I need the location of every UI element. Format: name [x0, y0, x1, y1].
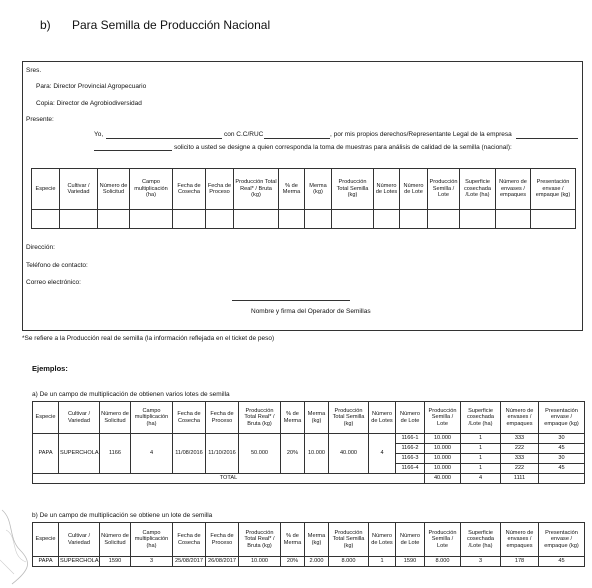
company-blank[interactable] — [516, 132, 578, 139]
column-header: Presentación envase / empaque (kg) — [531, 169, 576, 210]
table-header-row — [33, 402, 585, 434]
column-header: Fecha de Proceso — [206, 523, 239, 557]
column-header: Fecha de Cosecha — [173, 169, 206, 210]
cell-especie: PAPA — [33, 434, 59, 474]
cell-semilla: 10.000 — [425, 464, 461, 474]
table-cell: 8.000 — [425, 557, 461, 567]
cell-lote: 1166-2 — [396, 444, 425, 454]
request-form — [22, 61, 583, 331]
telefono-label: Teléfono de contacto: — [26, 262, 88, 269]
column-header: Cultivar / Variedad — [59, 523, 100, 557]
cell-total-envases: 1111 — [501, 474, 539, 484]
cell-sup: 1 — [461, 464, 501, 474]
column-header: Producción Total Real* / Bruta (kg) — [234, 169, 279, 210]
blank-cell[interactable] — [305, 210, 332, 229]
table-cell: 26/08/2017 — [206, 557, 239, 567]
cell-pres: 30 — [539, 454, 585, 464]
cell-pct-merma: 20% — [281, 434, 305, 474]
derechos-text: , por mis propios derechos/Representante Legal de la empresa — [330, 131, 512, 138]
table-row — [32, 210, 576, 229]
column-header: Producción Total Real* / Bruta (kg) — [239, 402, 281, 434]
cell-pres: 30 — [539, 434, 585, 444]
column-header: Especie — [33, 402, 59, 434]
cell-total-pres — [539, 474, 585, 484]
cell-cultivar: SUPERCHOLA — [59, 434, 100, 474]
column-header: Merma (kg) — [305, 402, 329, 434]
example-a-caption: a) De un campo de multiplicación de obtienen varios lotes de semilla — [32, 391, 230, 398]
column-header: Cultivar / Variedad — [60, 169, 98, 210]
column-header: Fecha de Cosecha — [173, 523, 206, 557]
blank-cell[interactable] — [234, 210, 279, 229]
cell-produccion: 50.000 — [239, 434, 281, 474]
blank-cell[interactable] — [400, 210, 428, 229]
column-header: Producción Semilla / Lote — [425, 402, 461, 434]
copia-line: Copia: Director de Agrobiodiversidad — [36, 100, 142, 107]
cell-envases: 333 — [501, 434, 539, 444]
column-header: % de Merma — [281, 523, 305, 557]
cell-semilla: 10.000 — [425, 454, 461, 464]
blank-cell[interactable] — [98, 210, 130, 229]
column-header: Campo multiplicación (ha) — [131, 402, 173, 434]
cell-total: 40.000 — [329, 434, 369, 474]
table-cell: 10.000 — [239, 557, 281, 567]
blank-cell[interactable] — [460, 210, 496, 229]
table-cell: 1590 — [100, 557, 131, 567]
cell-proceso: 11/10/2016 — [206, 434, 239, 474]
column-header: Número de Lote — [400, 169, 428, 210]
column-header: Producción Total Semilla (kg) — [332, 169, 374, 210]
column-header: Presentación envase / empaque (kg) — [539, 523, 585, 557]
table-cell: 3 — [461, 557, 501, 567]
column-header: Producción Semilla / Lote — [425, 523, 461, 557]
column-header: Número de envases / empaques — [496, 169, 531, 210]
footnote: *Se refiere a la Producción real de semilla (la información reflejada en el ticket de peso) — [22, 335, 275, 342]
column-header: Número de envases / empaques — [501, 523, 539, 557]
column-header: Número de Solicitud — [98, 169, 130, 210]
column-header: Campo multiplicación (ha) — [131, 523, 173, 557]
cell-semilla: 10.000 — [425, 444, 461, 454]
table-cell: 1 — [369, 557, 396, 567]
column-header: Merma (kg) — [305, 523, 329, 557]
column-header: Producción Total Semilla (kg) — [329, 402, 369, 434]
column-header: % de Merma — [279, 169, 305, 210]
column-header: Número de Lote — [396, 523, 425, 557]
column-header: Especie — [32, 169, 60, 210]
cell-sup: 1 — [461, 444, 501, 454]
table-row — [33, 434, 585, 444]
column-header: Número de Lotes — [369, 523, 396, 557]
ci-label: con C.C/RUC — [224, 131, 264, 138]
cell-total-sup: 4 — [461, 474, 501, 484]
section-title: Para Semilla de Producción Nacional — [72, 18, 271, 32]
cell-sup: 1 — [461, 454, 501, 464]
cell-cosecha: 11/08/2016 — [173, 434, 206, 474]
blank-cell[interactable] — [496, 210, 531, 229]
blank-cell[interactable] — [428, 210, 460, 229]
blank-cell[interactable] — [32, 210, 60, 229]
column-header: Número de Solicitud — [100, 402, 131, 434]
blank-cell[interactable] — [531, 210, 576, 229]
column-header: Superficie cosechada /Lote (ha) — [461, 523, 501, 557]
cell-total-semilla: 40.000 — [425, 474, 461, 484]
cell-lotes: 4 — [369, 434, 396, 474]
signature-line — [232, 300, 350, 301]
ci-blank[interactable] — [264, 132, 330, 139]
cell-envases: 222 — [501, 444, 539, 454]
column-header: Número de Lotes — [374, 169, 400, 210]
column-header: Campo multiplicación (ha) — [130, 169, 173, 210]
column-header: Producción Total Semilla (kg) — [329, 523, 369, 557]
column-header: Número de envases / empaques — [501, 402, 539, 434]
request-table — [31, 168, 576, 229]
cell-pres: 45 — [539, 464, 585, 474]
table-cell: 45 — [539, 557, 585, 567]
correo-label: Correo electrónico: — [26, 279, 81, 286]
column-header: Especie — [33, 523, 59, 557]
section-letter: b) — [40, 18, 51, 32]
blank-cell[interactable] — [60, 210, 98, 229]
cell-envases: 333 — [501, 454, 539, 464]
examples-heading: Ejemplos: — [32, 364, 68, 373]
blank-cell[interactable] — [206, 210, 234, 229]
cell-envases: 222 — [501, 464, 539, 474]
column-header: Superficie cosechada /Lote (ha) — [460, 169, 496, 210]
column-header: Merma (kg) — [305, 169, 332, 210]
cell-lote: 1166-3 — [396, 454, 425, 464]
total-label: TOTAL — [33, 474, 425, 484]
column-header: Cultivar / Variedad — [59, 402, 100, 434]
table-cell: PAPA — [33, 557, 59, 567]
table-cell: SUPERCHOLA — [59, 557, 100, 567]
table-cell: 178 — [501, 557, 539, 567]
margin-scribble — [0, 500, 40, 588]
column-header: Fecha de Proceso — [206, 169, 234, 210]
cell-sup: 1 — [461, 434, 501, 444]
cell-solicitud: 1166 — [100, 434, 131, 474]
cell-semilla: 10.000 — [425, 434, 461, 444]
table-cell: 1590 — [396, 557, 425, 567]
table-cell: 8.000 — [329, 557, 369, 567]
solicito-text: solicito a usted se designe a quien corresponda la toma de muestras para análisis de calidad de la semilla (nacional): — [174, 144, 512, 151]
example-b-caption: b) De un campo de multiplicación se obtiene un lote de semilla — [32, 512, 213, 519]
table-cell: 3 — [131, 557, 173, 567]
cell-merma: 10.000 — [305, 434, 329, 474]
column-header: Número de Solicitud — [100, 523, 131, 557]
example-a-table — [32, 401, 585, 484]
table-cell: 20% — [281, 557, 305, 567]
column-header: Número de Lotes — [369, 402, 396, 434]
para-line: Para: Director Provincial Agropecuario — [36, 83, 147, 90]
column-header: Presentación envase / empaque (kg) — [539, 402, 585, 434]
column-header: Producción Total Real* / Bruta (kg) — [239, 523, 281, 557]
cell-pres: 45 — [539, 444, 585, 454]
blank-cell[interactable] — [130, 210, 173, 229]
example-b-table — [32, 522, 585, 567]
presente-line: Presente: — [26, 116, 54, 123]
blank-cell[interactable] — [374, 210, 400, 229]
cell-campo: 4 — [131, 434, 173, 474]
table-header-row — [33, 523, 585, 557]
company-blank-2[interactable] — [94, 144, 172, 151]
signature-caption: Nombre y firma del Operador de Semillas — [251, 308, 371, 315]
table-header-row — [32, 169, 576, 210]
salutation: Sres. — [26, 67, 42, 74]
column-header: Fecha de Cosecha — [173, 402, 206, 434]
total-row — [33, 474, 585, 484]
blank-cell[interactable] — [332, 210, 374, 229]
direccion-label: Dirección: — [26, 244, 55, 251]
column-header: Número de Lote — [396, 402, 425, 434]
cell-lote: 1166-4 — [396, 464, 425, 474]
table-cell: 2.000 — [305, 557, 329, 567]
yo-label: Yo, — [94, 131, 104, 138]
cell-lote: 1166-1 — [396, 434, 425, 444]
column-header: Fecha de Proceso — [206, 402, 239, 434]
column-header: Superficie cosechada /Lote (ha) — [461, 402, 501, 434]
blank-cell[interactable] — [173, 210, 206, 229]
table-cell: 25/08/2017 — [173, 557, 206, 567]
column-header: Producción Semilla / Lote — [428, 169, 460, 210]
table-row — [33, 557, 585, 567]
column-header: % de Merma — [281, 402, 305, 434]
name-blank[interactable] — [106, 132, 222, 139]
blank-cell[interactable] — [279, 210, 305, 229]
